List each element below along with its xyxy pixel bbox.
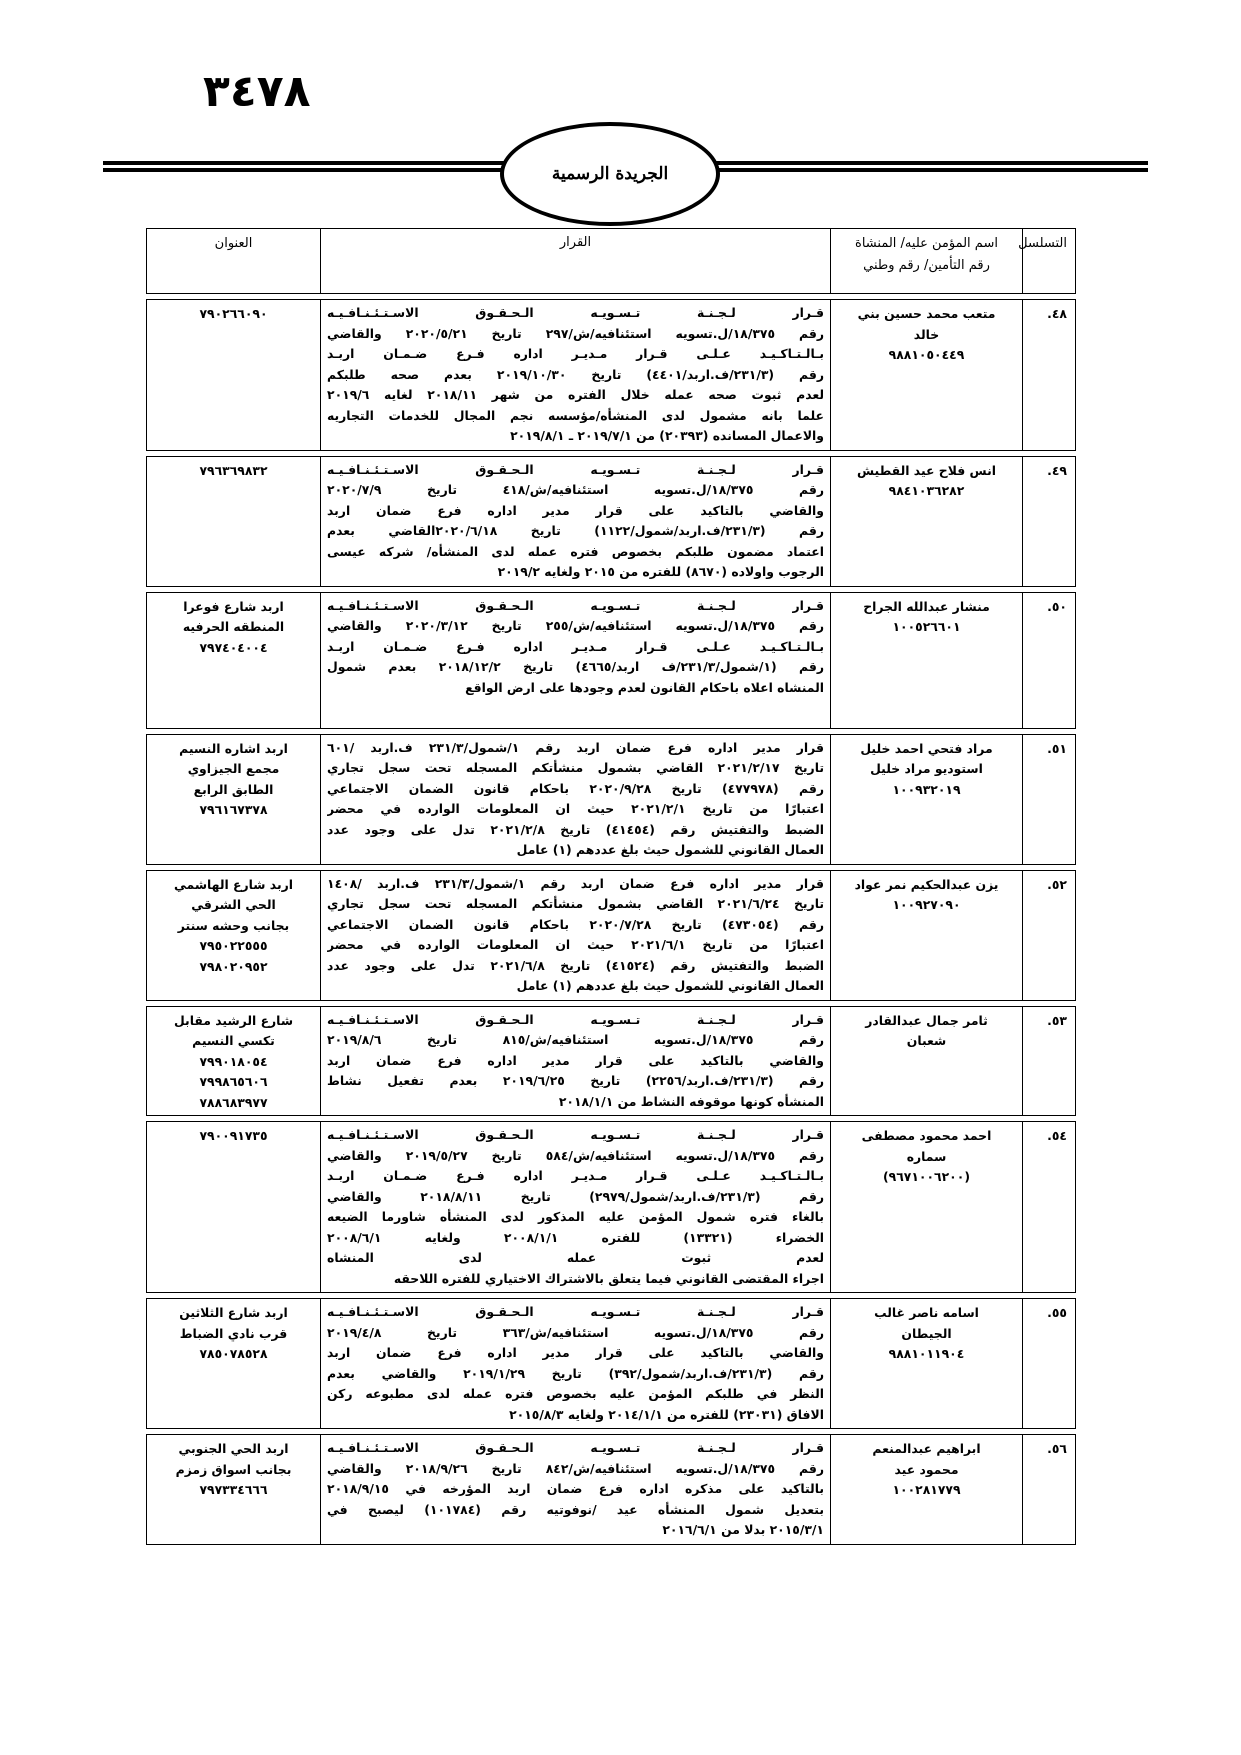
decision-line: قـرار لـجـنـة تـسـويـه الـحـقـوق الاسـتـئـنـافـيـه: [327, 1127, 824, 1142]
decision-line: قـرار لـجـنـة تـسـويـه الـحـقـوق الاسـتـئـنـافـيـه: [327, 461, 824, 477]
insured-name-line: ابراهيم عبدالمنعم: [872, 1441, 981, 1456]
decision-cell: [321, 1299, 831, 1429]
decision-cell: [321, 1122, 831, 1293]
decision-line: الرجوب واولاده (٨٦٧٠) للفتره من ٢٠١٥ ولغايه ٢٠١٩/٢: [497, 564, 824, 579]
serial-cell: ٤٨.: [1023, 300, 1076, 451]
decision-line: قـرار لـجـنـة تـسـويـه الـحـقـوق الاسـتـئـنـافـيـه: [327, 1011, 824, 1027]
table-header-row: [147, 229, 1076, 294]
insured-name-line: اسامه ناصر غالب: [874, 1305, 979, 1320]
address-line: قرب نادي الضباط: [179, 1325, 288, 1341]
insured-name-line: مراد فتحي احمد خليل: [860, 740, 993, 756]
address-line: المنطقه الحرفيه: [182, 619, 285, 634]
insured-name-line: انس فلاح عيد القطيش: [857, 462, 996, 478]
table-row: [147, 456, 1076, 586]
decision-line: الافاق (٢٣٠٣١) للفتره من ٢٠١٤/١/١ ولغايه ٢٠١٥/٨/٣: [509, 1406, 824, 1422]
decision-cell: [321, 870, 831, 1000]
insured-name-line: متعب محمد حسين بني: [857, 306, 996, 321]
address-line: اربد اشاره النسيم: [179, 740, 288, 756]
decision-line: قـرار لـجـنـة تـسـويـه الـحـقـوق الاسـتـئـنـافـيـه: [327, 597, 824, 613]
decision-line: رقم ١٨/٣٧٥/ل.تسويه استئنافيه/ش/٥٨٤ تاريخ ٢٠١٩/٥/٢٧ والقاضي: [327, 1147, 824, 1163]
table-row: [147, 870, 1076, 1000]
decision-line: العمال القانوني للشمول حيث بلغ عددهم (١) عامل: [516, 842, 824, 857]
decision-line: بالغاء فتره شمول المؤمن عليه المذكور لدى المنشأه شاورما الضيعه: [327, 1209, 824, 1224]
insured-name-cell: [831, 300, 1023, 451]
insured-name-line: ٩٨٨١٠٥٠٤٤٩: [888, 347, 965, 362]
page-number: ٣٤٧٨: [203, 66, 311, 117]
decision-line: رقم (٢٣١/٣/ف.اربد/شمول/١١٢٢) تاريخ ٢٠٢٠/٦/١٨القاضي بعدم: [327, 523, 824, 538]
decision-line: قرار مدير اداره فرع ضمان اربد رقم ١/شمول/٢٣١/٣ ف.اربد /١٤٠٨: [327, 875, 824, 891]
serial-cell: ٤٩.: [1023, 456, 1076, 586]
header-serial: التسلسل: [1023, 229, 1076, 294]
decision-line: رقم ١٨/٣٧٥/ل.تسويه استئنافيه/ش/٢٥٥ تاريخ ٢٠٢٠/٣/١٢ والقاضي: [327, 618, 824, 633]
gazette-title: الجريدة الرسمية: [551, 164, 669, 184]
insured-name-line: شعبان: [906, 1033, 947, 1048]
address-line: ٧٩٠٠٩١٧٣٥: [199, 1128, 268, 1143]
header-address: العنوان: [147, 229, 321, 294]
decision-line: لعدم ثبوت صحه عمله خلال الفتره من شهر ٢٠١٨/١١ لغايه ٢٠١٩/٦: [327, 387, 824, 402]
insured-name-cell: [831, 1299, 1023, 1429]
address-cell: [147, 1122, 321, 1293]
decision-line: الخضراء (١٣٣٢١) للفتره ٢٠٠٨/١/١ ولغايه ٢٠٠٨/٦/١: [327, 1229, 824, 1245]
insured-name-cell: [831, 1006, 1023, 1116]
insured-name-cell: [831, 734, 1023, 864]
table-row: [147, 1122, 1076, 1293]
address-cell: [147, 1299, 321, 1429]
address-line: الحي الشرقي: [191, 897, 276, 912]
decision-line: الضبط والتفتيش رقم (٤١٥٢٤) تاريخ ٢٠٢١/٦/٨ تدل على وجود عدد: [327, 957, 824, 973]
address-line: ٧٩٩٠١٨٠٥٤: [199, 1053, 268, 1069]
decision-line: رقم ١٨/٣٧٥/ل.تسويه استئنافيه/ش/٣٦٣ تاريخ ٢٠١٩/٤/٨: [327, 1324, 824, 1340]
insured-name-line: يزن عبدالحكيم نمر عواد: [854, 876, 999, 892]
decision-line: المنشاه اعلاه باحكام القانون لعدم وجودها على ارض الواقع: [465, 679, 824, 695]
decision-line: علما بانه مشمول لدى المنشأه/مؤسسه نجم المجال للخدمات التجاريه: [327, 407, 824, 423]
decision-line: رقم ١٨/٣٧٥/ل.تسويه استئنافيه/ش/٨٤٢ تاريخ ٢٠١٨/٩/٢٦ والقاضي: [327, 1460, 824, 1476]
table-row: [147, 1299, 1076, 1429]
decision-line: رقم (٢٣١/٣/ف.اربد/٤٤٠١) تاريخ ٢٠١٩/١٠/٣٠ بعدم صحه طلبكم: [327, 366, 824, 382]
decision-line: والقاضي بالتاكيد على قرار مدير اداره فرع ضمان اربد: [327, 1052, 824, 1068]
address-line: ٧٩٠٢٦٦٠٩٠: [199, 306, 268, 321]
decision-line: بالتاكيد على مذكره اداره فرع ضمان اربد المؤرخه في ٢٠١٨/٩/١٥: [327, 1481, 824, 1496]
decision-line: بـالـتـاكـيـد عـلـى قـرار مـديـر اداره فـرع ضـمـان اربـد: [327, 638, 824, 654]
decision-line: والاعمال المسانده (٢٠٣٩٣) من ٢٠١٩/٧/١ ـ ٢٠١٩/٨/١: [510, 428, 824, 443]
serial-cell: ٥٦.: [1023, 1435, 1076, 1545]
serial-cell: ٥٥.: [1023, 1299, 1076, 1429]
decision-line: العمال القانوني للشمول حيث بلغ عددهم (١) عامل: [516, 978, 824, 993]
address-line: اربد شارع الثلاثين: [179, 1305, 288, 1320]
decision-line: رقم ١٨/٣٧٥/ل.تسويه استئنافيه/ش/٨١٥ تاريخ ٢٠١٩/٨/٦: [327, 1032, 824, 1047]
address-line: مجمع الجيزاوي: [187, 761, 280, 776]
decision-line: رقم (١/شمول/٢٣١/٣/ف اربد/٤٦٦٥) تاريخ ٢٠١٨/١٢/٢ بعدم شمول: [327, 659, 824, 674]
address-line: اربد شارع فوعرا: [183, 598, 284, 614]
table-row: [147, 300, 1076, 451]
decision-line: النظر في طلبكم المؤمن عليه بخصوص فتره عمله لدى مطبوعه ركن: [327, 1386, 824, 1401]
address-cell: [147, 1435, 321, 1545]
decision-line: رقم (٢٣١/٣/ف.اربد/٢٢٥٦) تاريخ ٢٠١٩/٦/٢٥ بعدم تفعيل نشاط: [327, 1073, 824, 1088]
header-name: [831, 229, 1023, 294]
address-line: ٧٩٦٣٦٩٨٣٢: [199, 462, 268, 478]
decision-line: لعدم ثبوت عمله لدى المنشاه: [327, 1250, 824, 1265]
decision-line: رقم (٢٣١/٣/ف.اربد/شمول/٢٩٧٩) تاريخ ٢٠١٨/٨/١١ والقاضي: [327, 1188, 824, 1204]
insured-name-line: احمد محمود مصطفى: [861, 1128, 992, 1143]
serial-cell: ٥٣.: [1023, 1006, 1076, 1116]
decision-line: تاريخ ٢٠٢١/٢/١٧ القاضي بشمول منشأتكم المسجله تحت سجل تجاري: [327, 760, 824, 775]
insured-name-cell: [831, 1435, 1023, 1545]
table-row: [147, 1006, 1076, 1116]
insured-name-cell: [831, 456, 1023, 586]
decision-line: قـرار لـجـنـة تـسـويـه الـحـقـوق الاسـتـئـنـافـيـه: [327, 1440, 824, 1455]
decision-line: قرار مدير اداره فرع ضمان اربد رقم ١/شمول/٢٣١/٣ ف.اربد /٦٠١: [327, 739, 824, 755]
decision-line: قـرار لـجـنـة تـسـويـه الـحـقـوق الاسـتـئـنـافـيـه: [327, 305, 824, 320]
insured-name-line: ١٠٠٩٢٧٠٩٠: [892, 897, 961, 912]
serial-cell: ٥٢.: [1023, 870, 1076, 1000]
address-line: بجانب اسواق زمزم: [175, 1461, 292, 1477]
address-line: شارع الرشيد مقابل: [173, 1012, 294, 1028]
address-line: ٧٩٨٠٢٠٩٥٢: [199, 958, 268, 974]
insured-name-cell: [831, 1122, 1023, 1293]
insured-name-cell: [831, 592, 1023, 728]
address-line: تكسي النسيم: [192, 1033, 275, 1048]
decision-line: رقم (٤٧٣٠٥٤) تاريخ ٢٠٢٠/٧/٢٨ باحكام قانون الضمان الاجتماعي: [327, 916, 824, 932]
insured-name-line: ١٠٠٥٢٦٦٠١: [892, 619, 961, 634]
serial-cell: ٥١.: [1023, 734, 1076, 864]
insured-name-line: سماره: [906, 1148, 947, 1164]
address-cell: [147, 300, 321, 451]
address-cell: [147, 456, 321, 586]
serial-cell: ٥٠.: [1023, 592, 1076, 728]
address-line: بجانب وحشه سنتر: [177, 917, 290, 933]
address-line: ٧٩٧٣٣٤٦٦٦: [199, 1482, 268, 1497]
decision-line: قـرار لـجـنـة تـسـويـه الـحـقـوق الاسـتـئـنـافـيـه: [327, 1304, 824, 1319]
gazette-title-oval: [500, 122, 720, 226]
address-cell: [147, 592, 321, 728]
insured-name-line: منشار عبدالله الجراح: [863, 598, 990, 614]
address-line: ٧٩٦١٦٧٣٧٨: [199, 802, 268, 817]
decision-cell: [321, 456, 831, 586]
decisions-table: [146, 228, 1076, 1545]
address-line: الطابق الرابع: [193, 781, 274, 797]
decision-cell: [321, 1006, 831, 1116]
decision-line: اعتبارًا من تاريخ ٢٠٢١/٢/١ حيث ان المعلومات الوارده في محضر: [327, 801, 824, 816]
decision-line: بتعديل شمول المنشأه عيد /نوفوتيه رقم (١٠١٧٨٤) ليصبح في: [327, 1501, 824, 1517]
decision-line: والقاضي بالتاكيد على قرار مدير اداره فرع ضمان اربد: [327, 1345, 824, 1360]
address-line: ٧٨٨٦٨٣٩٧٧: [199, 1094, 268, 1110]
address-line: اربد شارع الهاشمي: [173, 876, 293, 892]
address-line: اربد الحي الجنوبي: [178, 1441, 289, 1456]
insured-name-line: استوديو مراد خليل: [870, 761, 983, 776]
decision-cell: [321, 592, 831, 728]
table-body: [147, 294, 1076, 1545]
decision-line: والقاضي بالتاكيد على قرار مدير اداره فرع ضمان اربد: [327, 502, 824, 518]
insured-name-line: ثامر جمال عبدالقادر: [865, 1012, 988, 1028]
decision-line: الضبط والتفتيش رقم (٤١٤٥٤) تاريخ ٢٠٢١/٢/٨ تدل على وجود عدد: [327, 821, 824, 837]
insured-name-line: الجيطان: [901, 1325, 952, 1341]
address-line: ٧٩٩٨٦٥٦٠٦: [199, 1074, 268, 1089]
decision-line: رقم ١٨/٣٧٥/ل.تسويه استئنافيه/ش/٤١٨ تاريخ ٢٠٢٠/٧/٩: [327, 482, 824, 497]
decision-line: رقم (٢٣١/٣/ف.اربد/شمول/٣٩٢) تاريخ ٢٠١٩/١/٢٩ والقاضي بعدم: [327, 1365, 824, 1381]
insured-name-line: (٩٦٧١٠٠٦٢٠٠): [883, 1169, 970, 1184]
decision-line: تاريخ ٢٠٢١/٦/٢٤ القاضي بشمول منشأتكم المسجله تحت سجل تجاري: [327, 896, 824, 911]
decision-line: رقم ١٨/٣٧٥/ل.تسويه استئنافيه/ش/٢٩٧ تاريخ ٢٠٢٠/٥/٢١ والقاضي: [327, 325, 824, 341]
insured-name-line: ١٠٠٩٣٢٠١٩: [892, 781, 961, 797]
insured-name-line: محمود عيد: [894, 1461, 959, 1477]
serial-cell: ٥٤.: [1023, 1122, 1076, 1293]
insured-name-line: ٩٨٤١٠٣٦٢٨٢: [888, 483, 965, 498]
address-line: ٧٩٧٤٠٤٠٠٤: [199, 639, 268, 655]
decision-line: اجراء المقتضى القانوني فيما يتعلق بالاشتراك الاختياري للفتره اللاحقه: [393, 1270, 824, 1286]
table-row: [147, 1435, 1076, 1545]
decision-line: ٢٠١٥/٣/١ بدلا من ٢٠١٦/٦/١: [662, 1522, 824, 1537]
header-name-line: اسم المؤمن عليه/ المنشاة: [855, 236, 998, 251]
insured-name-line: ٩٨٨١٠١١٩٠٤: [888, 1346, 965, 1361]
decision-line: اعتبارًا من تاريخ ٢٠٢١/٦/١ حيث ان المعلومات الوارده في محضر: [327, 937, 824, 952]
address-cell: [147, 734, 321, 864]
insured-name-line: خالد: [913, 326, 940, 342]
address-line: ٧٨٥٠٧٨٥٢٨: [199, 1346, 268, 1361]
decision-line: بـالـتـاكـيـد عـلـى قـرار مـديـر اداره فـرع ضـمـان اربـد: [327, 1168, 824, 1183]
table-row: [147, 734, 1076, 864]
decision-line: اعتماد مضمون طلبكم بخصوص فتره عمله لدى المنشأه/ شركه عيسى: [327, 543, 824, 559]
decision-cell: [321, 1435, 831, 1545]
insured-name-cell: [831, 870, 1023, 1000]
decision-line: المنشأه كونها موقوفه النشاط من ٢٠١٨/١/١: [558, 1093, 824, 1109]
header-decision: القرار: [321, 229, 831, 294]
address-cell: [147, 1006, 321, 1116]
decision-line: بـالـتـاكـيـد عـلـى قـرار مـديـر اداره فـرع ضـمـان اربـد: [327, 346, 824, 361]
header-name-line: رقم التأمين/ رقم وطني: [863, 258, 990, 273]
decision-line: رقم (٤٧٧٩٧٨) تاريخ ٢٠٢٠/٩/٢٨ باحكام قانون الضمان الاجتماعي: [327, 780, 824, 796]
decision-cell: [321, 734, 831, 864]
insured-name-line: ١٠٠٢٨١٧٧٩: [892, 1482, 961, 1497]
decision-cell: [321, 300, 831, 451]
address-cell: [147, 870, 321, 1000]
table-row: [147, 592, 1076, 728]
address-line: ٧٩٥٠٢٢٥٥٥: [199, 938, 268, 953]
